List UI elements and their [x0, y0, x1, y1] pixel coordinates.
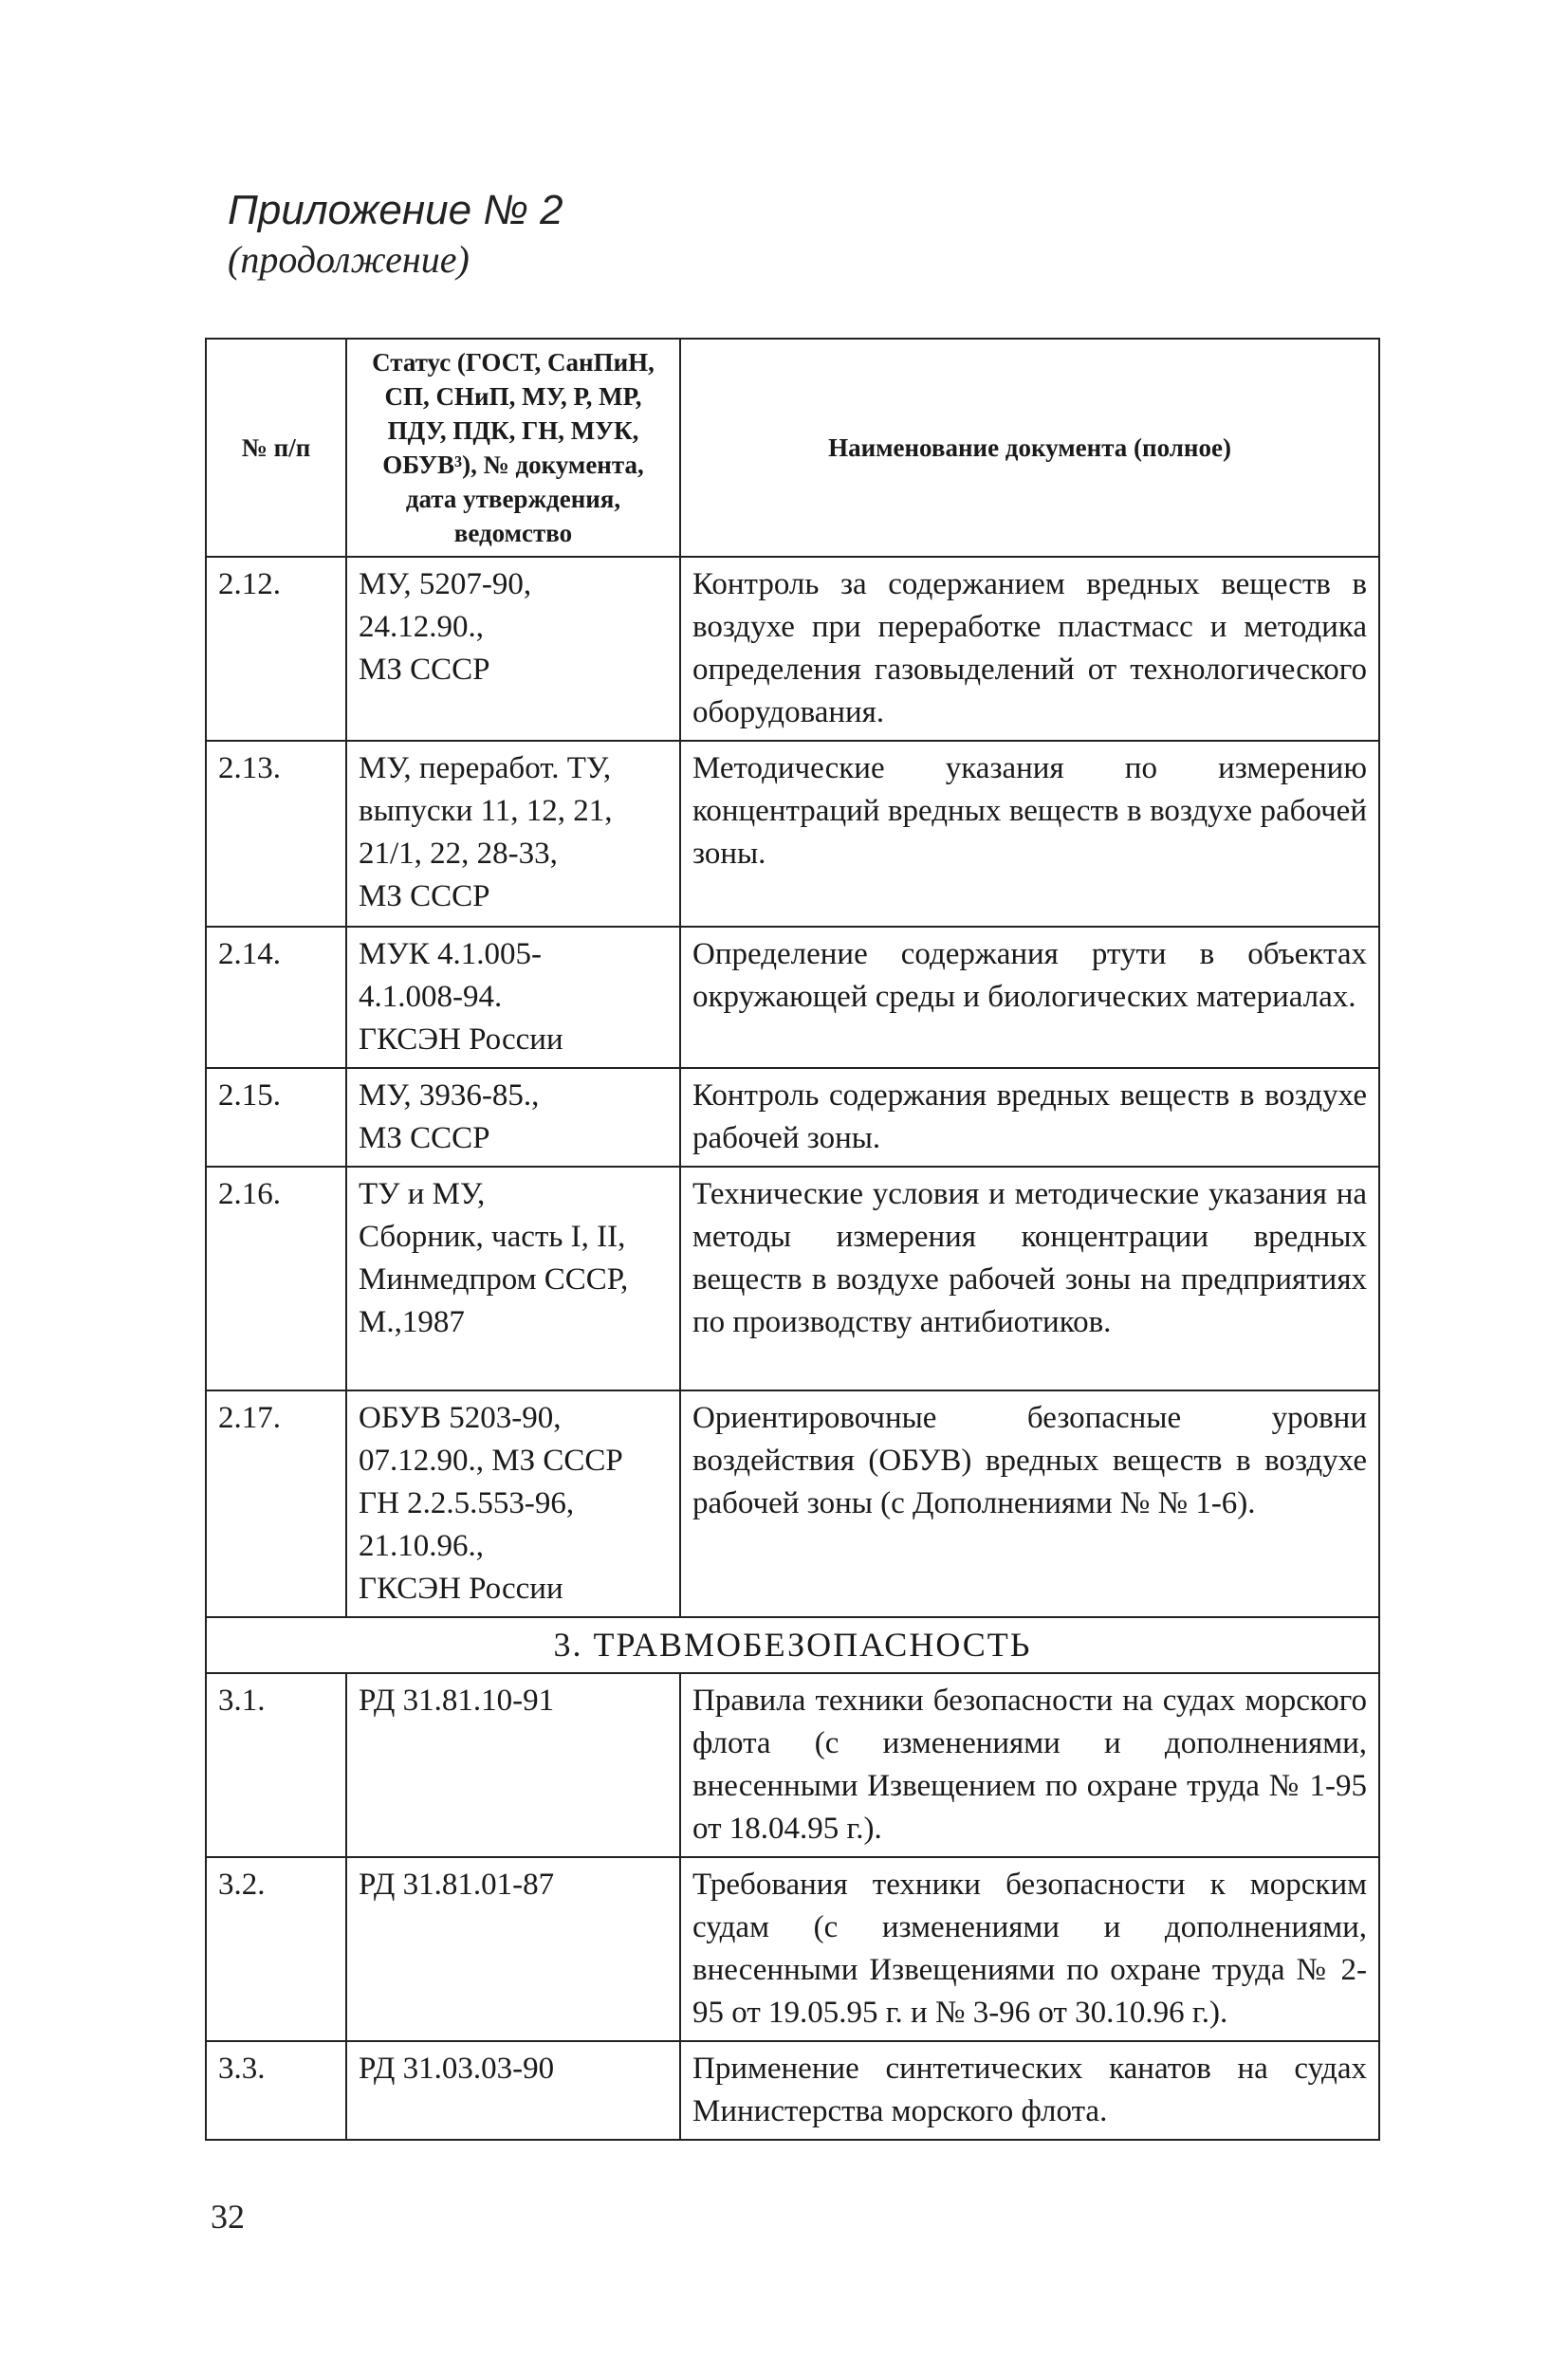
header-status: Статус (ГОСТ, СанПиН, СП, СНиП, МУ, Р, МР, ПДУ, ПДК, ГН, МУК, ОБУВ³), № документа, дата утверждения, ведомство — [346, 339, 680, 557]
row-num: 3.1. — [206, 1673, 346, 1857]
row-num: 2.17. — [206, 1390, 346, 1617]
table-header-row — [206, 339, 1379, 557]
row-status: ТУ и МУ, Сборник, часть I, II, Минмедпром СССР, М.,1987 — [346, 1167, 680, 1390]
row-name: Определение содержания ртути в объектах окружающей среды и биологических материалах. — [680, 927, 1379, 1068]
row-name: Методические указания по измерению концентраций вредных веществ в воздухе рабочей зоны. — [680, 741, 1379, 927]
row-num: 2.13. — [206, 741, 346, 927]
row-name: Технические условия и методические указания на методы измерения концентрации вредных веществ в воздухе рабочей зоны на предприятиях по производству антибиотиков. — [680, 1167, 1379, 1390]
row-num: 2.12. — [206, 557, 346, 741]
table-row — [206, 1068, 1379, 1167]
table-row — [206, 1167, 1379, 1390]
table-row — [206, 741, 1379, 927]
row-status: МУК 4.1.005- 4.1.008-94. ГКСЭН России — [346, 927, 680, 1068]
row-status: РД 31.81.01-87 — [346, 1857, 680, 2041]
header-num: № п/п — [206, 339, 346, 557]
table-row — [206, 1857, 1379, 2041]
table-row — [206, 557, 1379, 741]
page-number: 32 — [211, 2198, 245, 2236]
row-num: 3.2. — [206, 1857, 346, 2041]
row-num: 3.3. — [206, 2041, 346, 2140]
row-name: Ориентировочные безопасные уровни воздействия (ОБУВ) вредных веществ в воздухе рабочей зоны (с Дополнениями № № 1-6). — [680, 1390, 1379, 1617]
row-name: Контроль за содержанием вредных веществ в воздухе при переработке пластмасс и методика определения газовыделений от технологического оборудования. — [680, 557, 1379, 741]
row-status: МУ, 5207-90, 24.12.90., МЗ СССР — [346, 557, 680, 741]
table-row — [206, 1673, 1379, 1857]
row-name: Контроль содержания вредных веществ в воздухе рабочей зоны. — [680, 1068, 1379, 1167]
appendix-subheading: (продолжение) — [228, 238, 470, 281]
row-status: ОБУВ 5203-90, 07.12.90., МЗ СССР ГН 2.2.5.553-96, 21.10.96., ГКСЭН России — [346, 1390, 680, 1617]
table-row — [206, 2041, 1379, 2140]
row-num: 2.16. — [206, 1167, 346, 1390]
row-num: 2.14. — [206, 927, 346, 1068]
documents-table — [205, 338, 1380, 2141]
row-name: Требования техники безопасности к морским судам (с изменениями и дополнениями, внесенными Извещениями по охране труда № 2-95 от 19.05.95 г. и № 3-96 от 30.10.96 г.). — [680, 1857, 1379, 2041]
table-row — [206, 927, 1379, 1068]
section-title: 3. ТРАВМОБЕЗОПАСНОСТЬ — [206, 1617, 1379, 1673]
row-name: Правила техники безопасности на судах морского флота (с изменениями и дополнениями, внесенными Извещением по охране труда № 1-95 от 18.04.95 г.). — [680, 1673, 1379, 1857]
header-name: Наименование документа (полное) — [680, 339, 1379, 557]
section-row — [206, 1617, 1379, 1673]
row-status: РД 31.81.10-91 — [346, 1673, 680, 1857]
appendix-heading: Приложение № 2 — [228, 187, 563, 233]
row-status: МУ, 3936-85., МЗ СССР — [346, 1068, 680, 1167]
row-status: РД 31.03.03-90 — [346, 2041, 680, 2140]
row-num: 2.15. — [206, 1068, 346, 1167]
table-row — [206, 1390, 1379, 1617]
row-status: МУ, переработ. ТУ, выпуски 11, 12, 21, 21/1, 22, 28-33, МЗ СССР — [346, 741, 680, 927]
row-name: Применение синтетических канатов на судах Министерства морского флота. — [680, 2041, 1379, 2140]
